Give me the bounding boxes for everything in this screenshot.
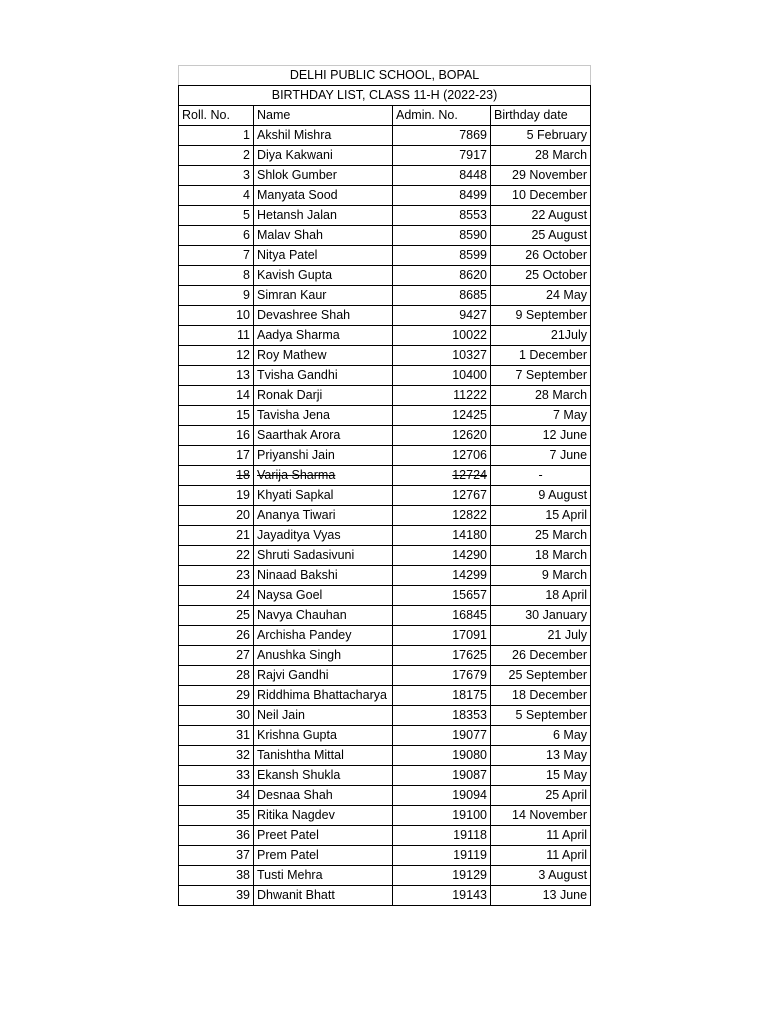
table-row <box>179 166 591 186</box>
table-row <box>179 626 591 646</box>
table-row <box>179 746 591 766</box>
name-cell: Prem Patel <box>254 846 393 866</box>
birthday-cell: 13 June <box>491 886 591 906</box>
admin-cell: 9427 <box>393 306 491 326</box>
table-row <box>179 246 591 266</box>
table-row <box>179 686 591 706</box>
admin-cell: 10327 <box>393 346 491 366</box>
name-cell: Neil Jain <box>254 706 393 726</box>
admin-cell: 18353 <box>393 706 491 726</box>
admin-cell: 12767 <box>393 486 491 506</box>
admin-cell: 12706 <box>393 446 491 466</box>
table-row <box>179 546 591 566</box>
admin-cell: 17625 <box>393 646 491 666</box>
birthday-cell: 28 March <box>491 386 591 406</box>
table-row <box>179 266 591 286</box>
roll-cell: 30 <box>179 706 254 726</box>
roll-cell: 22 <box>179 546 254 566</box>
admin-cell: 17091 <box>393 626 491 646</box>
table-row <box>179 446 591 466</box>
roll-cell: 20 <box>179 506 254 526</box>
admin-cell: 17679 <box>393 666 491 686</box>
table-row <box>179 586 591 606</box>
table-row <box>179 126 591 146</box>
name-cell: Naysa Goel <box>254 586 393 606</box>
admin-cell: 8685 <box>393 286 491 306</box>
table-row <box>179 566 591 586</box>
table-row <box>179 146 591 166</box>
birthday-cell: 21 July <box>491 626 591 646</box>
roll-cell: 35 <box>179 806 254 826</box>
name-cell: Tanishtha Mittal <box>254 746 393 766</box>
admin-cell: 8448 <box>393 166 491 186</box>
table-row <box>179 506 591 526</box>
admin-cell: 16845 <box>393 606 491 626</box>
table-row <box>179 366 591 386</box>
roll-cell: 18 <box>179 466 254 486</box>
name-cell: Archisha Pandey <box>254 626 393 646</box>
roll-cell: 38 <box>179 866 254 886</box>
birthday-cell: 25 August <box>491 226 591 246</box>
admin-cell: 8590 <box>393 226 491 246</box>
birthday-cell: 9 March <box>491 566 591 586</box>
table-row <box>179 206 591 226</box>
name-cell: Akshil Mishra <box>254 126 393 146</box>
birthday-cell: 18 March <box>491 546 591 566</box>
roll-cell: 2 <box>179 146 254 166</box>
table-row <box>179 226 591 246</box>
admin-cell: 19118 <box>393 826 491 846</box>
name-cell: Devashree Shah <box>254 306 393 326</box>
birthday-cell: 18 December <box>491 686 591 706</box>
birthday-list-sheet <box>178 65 591 906</box>
name-cell: Saarthak Arora <box>254 426 393 446</box>
name-cell: Hetansh Jalan <box>254 206 393 226</box>
roll-cell: 31 <box>179 726 254 746</box>
name-cell: Priyanshi Jain <box>254 446 393 466</box>
table-row <box>179 706 591 726</box>
birthday-cell: 9 August <box>491 486 591 506</box>
roll-cell: 3 <box>179 166 254 186</box>
name-cell: Kavish Gupta <box>254 266 393 286</box>
header-admin: Admin. No. <box>393 106 491 126</box>
table-row <box>179 866 591 886</box>
admin-cell: 19080 <box>393 746 491 766</box>
admin-cell: 19119 <box>393 846 491 866</box>
roll-cell: 24 <box>179 586 254 606</box>
header-name: Name <box>254 106 393 126</box>
roll-cell: 11 <box>179 326 254 346</box>
name-cell: Nitya Patel <box>254 246 393 266</box>
name-cell: Shlok Gumber <box>254 166 393 186</box>
header-row <box>179 106 591 126</box>
birthday-cell: 11 April <box>491 826 591 846</box>
admin-cell: 19129 <box>393 866 491 886</box>
table-row <box>179 726 591 746</box>
title-row <box>179 66 591 86</box>
header-roll: Roll. No. <box>179 106 254 126</box>
admin-cell: 10400 <box>393 366 491 386</box>
birthday-cell: 11 April <box>491 846 591 866</box>
roll-cell: 14 <box>179 386 254 406</box>
admin-cell: 8599 <box>393 246 491 266</box>
birthday-cell: 9 September <box>491 306 591 326</box>
roll-cell: 32 <box>179 746 254 766</box>
admin-cell: 12425 <box>393 406 491 426</box>
roll-cell: 17 <box>179 446 254 466</box>
roll-cell: 6 <box>179 226 254 246</box>
birthday-cell: 22 August <box>491 206 591 226</box>
roll-cell: 26 <box>179 626 254 646</box>
table-row <box>179 346 591 366</box>
name-cell: Tusti Mehra <box>254 866 393 886</box>
roll-cell: 4 <box>179 186 254 206</box>
table-row <box>179 486 591 506</box>
birthday-cell: 28 March <box>491 146 591 166</box>
table-row <box>179 666 591 686</box>
table-row <box>179 766 591 786</box>
admin-cell: 18175 <box>393 686 491 706</box>
name-cell: Manyata Sood <box>254 186 393 206</box>
admin-cell: 19100 <box>393 806 491 826</box>
roll-cell: 29 <box>179 686 254 706</box>
birthday-cell: 26 October <box>491 246 591 266</box>
table-row <box>179 466 591 486</box>
admin-cell: 11222 <box>393 386 491 406</box>
roll-cell: 27 <box>179 646 254 666</box>
table-row <box>179 306 591 326</box>
name-cell: Ekansh Shukla <box>254 766 393 786</box>
name-cell: Ninaad Bakshi <box>254 566 393 586</box>
roll-cell: 36 <box>179 826 254 846</box>
admin-cell: 12620 <box>393 426 491 446</box>
header-birthday: Birthday date <box>491 106 591 126</box>
roll-cell: 19 <box>179 486 254 506</box>
roll-cell: 37 <box>179 846 254 866</box>
birthday-cell: 3 August <box>491 866 591 886</box>
birthday-cell: 12 June <box>491 426 591 446</box>
name-cell: Riddhima Bhattacharya <box>254 686 393 706</box>
admin-cell: 19087 <box>393 766 491 786</box>
roll-cell: 25 <box>179 606 254 626</box>
subtitle-row <box>179 86 591 106</box>
admin-cell: 14290 <box>393 546 491 566</box>
name-cell: Jayaditya Vyas <box>254 526 393 546</box>
name-cell: Tvisha Gandhi <box>254 366 393 386</box>
birthday-cell: 25 October <box>491 266 591 286</box>
birthday-cell: 26 December <box>491 646 591 666</box>
name-cell: Roy Mathew <box>254 346 393 366</box>
roll-cell: 28 <box>179 666 254 686</box>
birthday-cell: 10 December <box>491 186 591 206</box>
admin-cell: 12822 <box>393 506 491 526</box>
birthday-cell: 1 December <box>491 346 591 366</box>
table-row <box>179 786 591 806</box>
admin-cell: 19094 <box>393 786 491 806</box>
admin-cell: 8620 <box>393 266 491 286</box>
birthday-cell: 25 March <box>491 526 591 546</box>
table-row <box>179 526 591 546</box>
admin-cell: 19143 <box>393 886 491 906</box>
roll-cell: 16 <box>179 426 254 446</box>
admin-cell: 19077 <box>393 726 491 746</box>
name-cell: Rajvi Gandhi <box>254 666 393 686</box>
table-row <box>179 186 591 206</box>
roll-cell: 21 <box>179 526 254 546</box>
birthday-cell: 13 May <box>491 746 591 766</box>
list-title: BIRTHDAY LIST, CLASS 11-H (2022-23) <box>179 86 591 106</box>
roll-cell: 7 <box>179 246 254 266</box>
birthday-cell: 14 November <box>491 806 591 826</box>
birthday-table <box>178 65 591 906</box>
birthday-cell: 18 April <box>491 586 591 606</box>
name-cell: Preet Patel <box>254 826 393 846</box>
birthday-cell: - <box>491 466 591 486</box>
roll-cell: 15 <box>179 406 254 426</box>
birthday-cell: 15 May <box>491 766 591 786</box>
roll-cell: 34 <box>179 786 254 806</box>
birthday-cell: 30 January <box>491 606 591 626</box>
admin-cell: 7917 <box>393 146 491 166</box>
name-cell: Khyati Sapkal <box>254 486 393 506</box>
birthday-cell: 7 June <box>491 446 591 466</box>
admin-cell: 12724 <box>393 466 491 486</box>
table-row <box>179 826 591 846</box>
birthday-cell: 29 November <box>491 166 591 186</box>
roll-cell: 9 <box>179 286 254 306</box>
roll-cell: 5 <box>179 206 254 226</box>
table-row <box>179 406 591 426</box>
table-row <box>179 426 591 446</box>
roll-cell: 23 <box>179 566 254 586</box>
admin-cell: 8553 <box>393 206 491 226</box>
birthday-cell: 7 May <box>491 406 591 426</box>
birthday-cell: 15 April <box>491 506 591 526</box>
admin-cell: 8499 <box>393 186 491 206</box>
name-cell: Desnaa Shah <box>254 786 393 806</box>
roll-cell: 12 <box>179 346 254 366</box>
name-cell: Anushka Singh <box>254 646 393 666</box>
birthday-cell: 5 February <box>491 126 591 146</box>
table-row <box>179 646 591 666</box>
table-row <box>179 386 591 406</box>
school-name: DELHI PUBLIC SCHOOL, BOPAL <box>179 66 591 86</box>
name-cell: Tavisha Jena <box>254 406 393 426</box>
admin-cell: 7869 <box>393 126 491 146</box>
roll-cell: 8 <box>179 266 254 286</box>
birthday-cell: 25 September <box>491 666 591 686</box>
admin-cell: 14180 <box>393 526 491 546</box>
table-row <box>179 606 591 626</box>
table-row <box>179 806 591 826</box>
birthday-cell: 5 September <box>491 706 591 726</box>
admin-cell: 14299 <box>393 566 491 586</box>
birthday-cell: 24 May <box>491 286 591 306</box>
roll-cell: 1 <box>179 126 254 146</box>
table-row <box>179 886 591 906</box>
roll-cell: 39 <box>179 886 254 906</box>
name-cell: Malav Shah <box>254 226 393 246</box>
name-cell: Diya Kakwani <box>254 146 393 166</box>
table-body <box>179 126 591 906</box>
roll-cell: 33 <box>179 766 254 786</box>
birthday-cell: 6 May <box>491 726 591 746</box>
name-cell: Aadya Sharma <box>254 326 393 346</box>
admin-cell: 10022 <box>393 326 491 346</box>
name-cell: Krishna Gupta <box>254 726 393 746</box>
name-cell: Simran Kaur <box>254 286 393 306</box>
birthday-cell: 7 September <box>491 366 591 386</box>
birthday-cell: 21July <box>491 326 591 346</box>
name-cell: Varija Sharma <box>254 466 393 486</box>
name-cell: Navya Chauhan <box>254 606 393 626</box>
name-cell: Ananya Tiwari <box>254 506 393 526</box>
table-row <box>179 326 591 346</box>
roll-cell: 13 <box>179 366 254 386</box>
name-cell: Ritika Nagdev <box>254 806 393 826</box>
name-cell: Shruti Sadasivuni <box>254 546 393 566</box>
table-row <box>179 286 591 306</box>
birthday-cell: 25 April <box>491 786 591 806</box>
name-cell: Dhwanit Bhatt <box>254 886 393 906</box>
roll-cell: 10 <box>179 306 254 326</box>
name-cell: Ronak Darji <box>254 386 393 406</box>
admin-cell: 15657 <box>393 586 491 606</box>
table-row <box>179 846 591 866</box>
